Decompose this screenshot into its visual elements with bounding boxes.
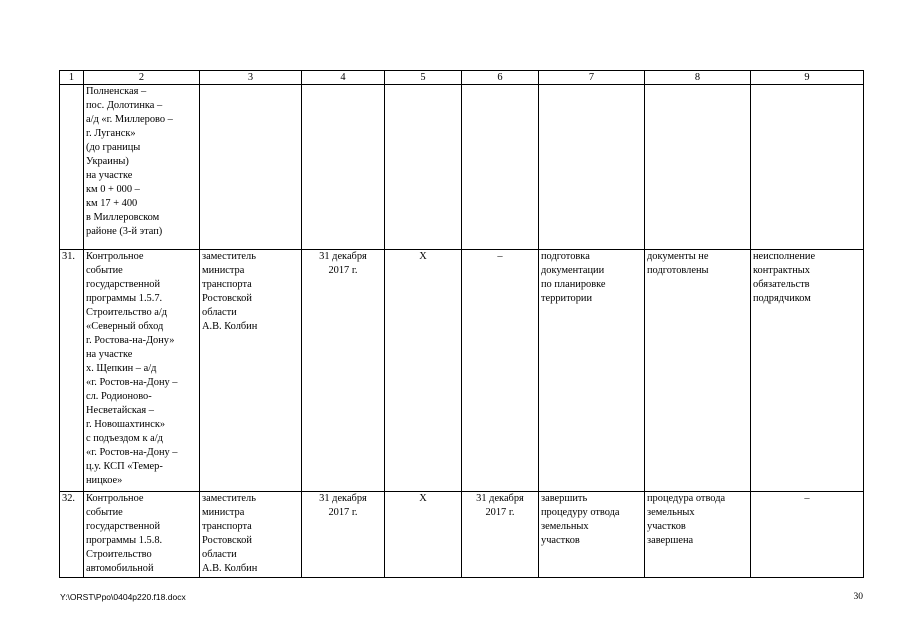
event-name-cell: Контрольное событие государственной программы 1.5.8. Строительство автомобильной [84, 492, 200, 578]
col5-cell: Х [385, 492, 462, 578]
col8-cell: процедура отвода земельных участков завершена [645, 492, 751, 578]
header-cell: 8 [645, 71, 751, 85]
col5-cell: Х [385, 250, 462, 492]
col7-cell: подготовка документации по планировке территории [539, 250, 645, 492]
header-cell: 5 [385, 71, 462, 85]
col9-cell [751, 85, 864, 250]
plan-date-cell: 31 декабря 2017 г. [302, 250, 385, 492]
col8-cell: документы не подготовлены [645, 250, 751, 492]
row-number-cell: 32. [60, 492, 84, 578]
table-row [60, 85, 864, 250]
header-cell: 6 [462, 71, 539, 85]
col6-cell: – [462, 250, 539, 492]
table-row [60, 250, 864, 492]
plan-date-cell: 31 декабря 2017 г. [302, 492, 385, 578]
file-path-footer: Y:\ORST\Ppo\0404p220.f18.docx [60, 592, 186, 602]
col6-cell: 31 декабря 2017 г. [462, 492, 539, 578]
row-number-cell [60, 85, 84, 250]
table-row [60, 492, 864, 578]
header-cell: 7 [539, 71, 645, 85]
report-table [59, 70, 864, 578]
event-name-cell: Контрольное событие государственной программы 1.5.7. Строительство а/д «Северный обход г. Ростова-на-Дону» на участке х. Щепкин – а/д «г. Ростов-на-Дону – сл. Родионово- Несветайская – г. Новошахтинск» с подъездом к а/д «г. Ростов-на-Дону – ц.у. КСП «Темер- ницкое» [84, 250, 200, 492]
col5-cell [385, 85, 462, 250]
responsible-cell [200, 85, 302, 250]
responsible-cell: заместитель министра транспорта Ростовской области А.В. Колбин [200, 250, 302, 492]
header-cell: 3 [200, 71, 302, 85]
col7-cell [539, 85, 645, 250]
header-cell: 1 [60, 71, 84, 85]
col9-cell: – [751, 492, 864, 578]
column-number-header [60, 71, 864, 85]
col8-cell [645, 85, 751, 250]
plan-date-cell [302, 85, 385, 250]
col7-cell: завершить процедуру отвода земельных участков [539, 492, 645, 578]
row-number-cell: 31. [60, 250, 84, 492]
header-cell: 4 [302, 71, 385, 85]
header-cell: 2 [84, 71, 200, 85]
event-name-cell: Полненская – пос. Долотинка – а/д «г. Миллерово – г. Луганск» (до границы Украины) на участке км 0 + 000 – км 17 + 400 в Миллеровском районе (3-й этап) [84, 85, 200, 250]
header-cell: 9 [751, 71, 864, 85]
col6-cell [462, 85, 539, 250]
page-number: 30 [853, 592, 863, 602]
responsible-cell: заместитель министра транспорта Ростовской области А.В. Колбин [200, 492, 302, 578]
col9-cell: неисполнение контрактных обязательств подрядчиком [751, 250, 864, 492]
